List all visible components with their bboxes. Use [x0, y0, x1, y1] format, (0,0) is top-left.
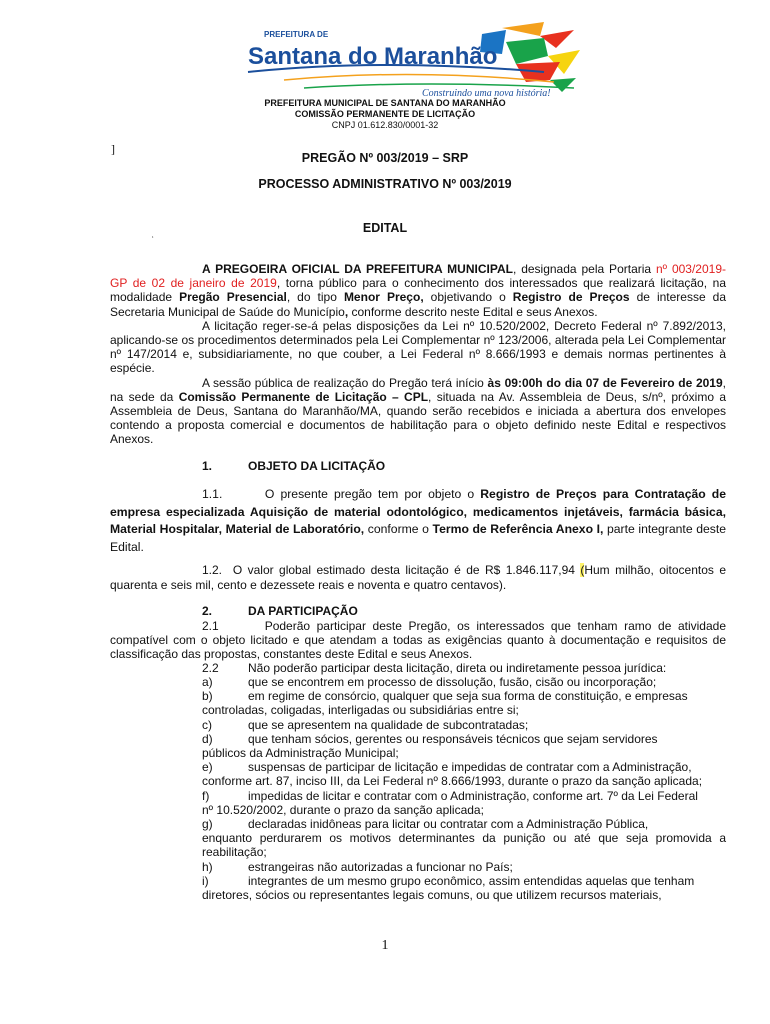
list-item-label: f) — [202, 788, 210, 803]
list-item — [202, 718, 726, 732]
list-item-text: estrangeiras não autorizadas a funcionar no País; — [248, 859, 513, 874]
intro-paragraph-3: A sessão pública de realização do Pregão terá início às 09:00h do dia 07 de Fevereiro de 2019, na sede da Comissão Permanente de Licitação – CPL, situada na Av. Assembleia de Deus, s/nº, próximo a Assembleia de Deus, Santana do Maranhão/MA, quando serão recebidos e iniciada a abertura dos envelopes contendo a proposta comercial e documentos de habilitação para o objeto definido neste Edital e respectivos Anexos. — [110, 375, 727, 447]
list-item-text: em regime de consórcio, qualquer que seja sua forma de constituição, e empresas — [248, 689, 688, 704]
svg-text:PREFEITURA DE: PREFEITURA DE — [264, 30, 329, 39]
list-item — [202, 675, 726, 689]
list-item-label: e) — [202, 760, 213, 775]
item-2-2 — [202, 661, 726, 675]
edital-title: EDITAL — [362, 221, 408, 235]
list-item — [202, 760, 726, 788]
section-1-number: 1. — [202, 459, 213, 473]
list-item-continuation: controladas, coligadas, interligadas ou subsidiárias entre si; — [202, 703, 519, 718]
intro-paragraph-2: A licitação reger-se-á pelas disposições da Lei nº 10.520/2002, Decreto Federal nº 7.892/2013, aplicando-se os procedimentos determinados pela Lei Complementar nº 123/2006, alterada pela Lei Complementar nº 147/2014 e, subsidiariamente, no que couber, a Lei Federal nº 8.666/1993 e demais normas pertinentes à espécie. — [110, 318, 726, 376]
list-item-text: que tenham sócios, gerentes ou responsáveis técnicos que sejam servidores — [248, 731, 658, 746]
header-line-2: COMISSÃO PERMANENTE DE LICITAÇÃO — [294, 109, 476, 119]
intro-section — [110, 262, 726, 447]
list-item-text: declaradas inidôneas para licitar ou contratar com a Administração Pública, — [248, 817, 649, 832]
list-item-text: suspensas de participar de licitação e impedidas de contratar com a Administração, — [248, 760, 692, 775]
exclusion-list — [202, 675, 726, 902]
municipality-logo — [244, 22, 584, 100]
list-item-continuation: conforme art. 87, inciso III, da Lei Federal nº 8.666/1993, durante o prazo da sanção aplicada; — [202, 774, 703, 789]
section-2-number: 2. — [202, 604, 213, 618]
svg-text:Construindo uma nova história!: Construindo uma nova história! — [422, 88, 551, 99]
section-2-title: DA PARTICIPAÇÃO — [248, 604, 358, 618]
list-item-text: integrantes de um mesmo grupo econômico, assim entendidas aquelas que tenham — [248, 873, 695, 888]
processo-title: PROCESSO ADMINISTRATIVO Nº 003/2019 — [258, 177, 512, 191]
list-item-label: h) — [202, 859, 213, 874]
header-cnpj: CNPJ 01.612.830/0001-32 — [331, 120, 439, 130]
list-item-label: g) — [202, 817, 213, 832]
list-item-text: que se apresentem na qualidade de subcontratadas; — [248, 717, 529, 732]
list-item-continuation: enquanto perdurarem os motivos determinantes da punição ou até que seja promovida a reabilitação; — [202, 831, 726, 860]
list-item — [202, 689, 726, 717]
header-line-1: PREFEITURA MUNICIPAL DE SANTANA DO MARANHÃO — [264, 98, 506, 108]
list-item-text: que se encontrem em processo de dissolução, fusão, cisão ou incorporação; — [248, 675, 657, 689]
highlight-mark: ( — [580, 563, 585, 577]
item-2-1: 2.1 Poderão participar deste Pregão, os interessados que tenham ramo de atividade compatível com o objeto licitado e que atendam a todas as exigências quanto à documentação e requisitos de classificação das propostas, constantes deste Edital e seus Anexos. — [110, 619, 726, 662]
portaria-reference: nº 003/2019-GP de 02 de janeiro de 2019 — [110, 262, 726, 291]
list-item-continuation: públicos da Administração Municipal; — [202, 746, 399, 761]
margin-mark: ] — [111, 142, 115, 156]
stray-mark: ‘ — [152, 236, 154, 243]
list-item — [202, 874, 726, 902]
list-item-text: impedidas de licitar e contratar com o Administração, conforme art. 7º da Lei Federal — [248, 788, 698, 803]
list-item — [202, 789, 726, 817]
section-1-title: OBJETO DA LICITAÇÃO — [248, 459, 386, 473]
list-item — [202, 732, 726, 760]
svg-text:Santana do Maranhão: Santana do Maranhão — [248, 43, 498, 70]
list-item-continuation: nº 10.520/2002, durante o prazo da sanção aplicada; — [202, 802, 484, 817]
intro-paragraph-1: A PREGOEIRA OFICIAL DA PREFEITURA MUNICIPAL, designada pela Portaria nº 003/2019-GP de 02 de janeiro de 2019, torna público para o conhecimento dos interessados que realizará licitação, na modalidade Pregão Presencial, do tipo Menor Preço, objetivando o Registro de Preços de interesse da Secretaria Municipal de Saúde do Município, conforme descrito neste Edital e seus Anexos. — [110, 262, 727, 319]
list-item-label: c) — [202, 717, 212, 732]
list-item-continuation: diretores, sócios ou representantes legais comuns, ou que utilizem recursos materiais, — [202, 888, 662, 903]
list-item-label: d) — [202, 731, 213, 746]
list-item-label: b) — [202, 689, 213, 704]
list-item-label: a) — [202, 675, 213, 689]
list-item-label: i) — [202, 873, 209, 888]
list-item — [202, 817, 726, 860]
item-1-1: 1.1. O presente pregão tem por objeto o Registro de Preços para Contratação de empresa especializada Aquisição de material odontológico, medicamentos injetáveis, farmácia básica, Material Hospitalar, Material de Laboratório, conforme o Termo de Referência Anexo I, parte integrante deste Edital. — [110, 487, 727, 554]
item-1-2: 1.2. O valor global estimado desta licitação é de R$ 1.846.117,94 (Hum milhão, oitocentos e quarenta e seis mil, cento e dezessete reais e noventa e quatro centavos). — [110, 563, 726, 592]
pregao-title: PREGÃO Nº 003/2019 – SRP — [301, 151, 469, 165]
page-number: 1 — [381, 938, 389, 953]
item-2-2-heading: 2.2 Não poderão participar desta licitação, direta ou indiretamente pessoa jurídica: — [202, 661, 667, 675]
list-item — [202, 860, 726, 874]
